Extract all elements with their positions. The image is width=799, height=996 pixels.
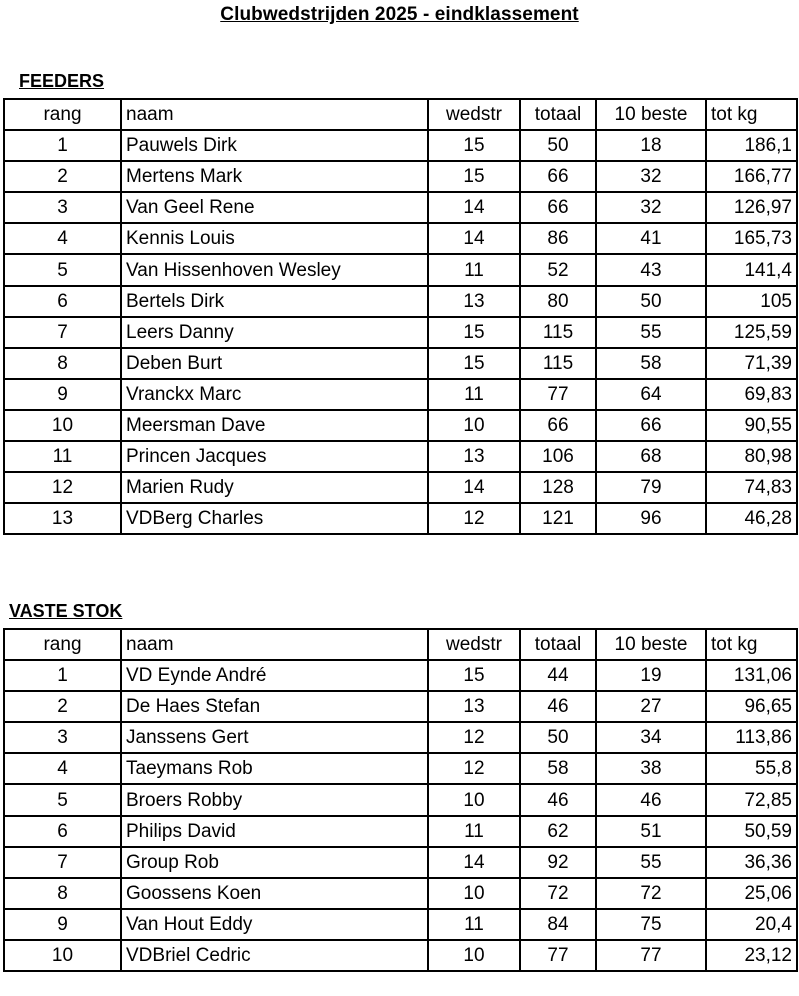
cell-wedstr: 14: [428, 472, 520, 503]
table-row: [4, 722, 797, 753]
cell-totaal: 72: [520, 878, 596, 909]
cell-totaal: 86: [520, 223, 596, 254]
cell-wedstr: 10: [428, 784, 520, 815]
cell-tot-kg: 113,86: [706, 722, 797, 753]
cell-rang: 10: [4, 940, 121, 971]
cell-wedstr: 12: [428, 753, 520, 784]
cell-10-beste: 55: [596, 847, 706, 878]
cell-rang: 10: [4, 410, 121, 441]
table-row: [4, 503, 797, 534]
cell-naam: Janssens Gert: [121, 722, 428, 753]
cell-wedstr: 11: [428, 909, 520, 940]
cell-tot-kg: 36,36: [706, 847, 797, 878]
cell-rang: 12: [4, 472, 121, 503]
cell-wedstr: 10: [428, 410, 520, 441]
cell-10-beste: 27: [596, 691, 706, 722]
cell-10-beste: 51: [596, 816, 706, 847]
cell-rang: 1: [4, 130, 121, 161]
cell-tot-kg: 90,55: [706, 410, 797, 441]
cell-10-beste: 50: [596, 286, 706, 317]
cell-rang: 4: [4, 223, 121, 254]
header-totaal: totaal: [520, 629, 596, 660]
cell-naam: Philips David: [121, 816, 428, 847]
cell-totaal: 121: [520, 503, 596, 534]
cell-totaal: 46: [520, 691, 596, 722]
cell-wedstr: 14: [428, 192, 520, 223]
cell-rang: 8: [4, 348, 121, 379]
cell-10-beste: 32: [596, 161, 706, 192]
cell-10-beste: 32: [596, 192, 706, 223]
cell-tot-kg: 80,98: [706, 441, 797, 472]
cell-naam: Van Hout Eddy: [121, 909, 428, 940]
table-header-row: [4, 629, 797, 660]
header-totaal: totaal: [520, 99, 596, 130]
cell-naam: Princen Jacques: [121, 441, 428, 472]
cell-10-beste: 75: [596, 909, 706, 940]
vaste-stok-table: [3, 628, 798, 972]
cell-naam: Goossens Koen: [121, 878, 428, 909]
cell-10-beste: 77: [596, 940, 706, 971]
table-row: [4, 878, 797, 909]
cell-totaal: 58: [520, 753, 596, 784]
table-row: [4, 784, 797, 815]
cell-totaal: 66: [520, 192, 596, 223]
cell-rang: 1: [4, 660, 121, 691]
cell-tot-kg: 23,12: [706, 940, 797, 971]
cell-totaal: 44: [520, 660, 596, 691]
cell-rang: 9: [4, 379, 121, 410]
cell-10-beste: 58: [596, 348, 706, 379]
cell-rang: 9: [4, 909, 121, 940]
table-row: [4, 348, 797, 379]
table-row: [4, 317, 797, 348]
cell-rang: 3: [4, 722, 121, 753]
cell-naam: Pauwels Dirk: [121, 130, 428, 161]
cell-totaal: 50: [520, 722, 596, 753]
header-tot-kg: tot kg: [706, 629, 797, 660]
cell-wedstr: 12: [428, 722, 520, 753]
table-row: [4, 286, 797, 317]
feeders-table: [3, 98, 798, 535]
cell-10-beste: 41: [596, 223, 706, 254]
cell-totaal: 66: [520, 410, 596, 441]
cell-naam: Group Rob: [121, 847, 428, 878]
cell-wedstr: 15: [428, 348, 520, 379]
table-row: [4, 254, 797, 285]
cell-wedstr: 10: [428, 940, 520, 971]
cell-tot-kg: 72,85: [706, 784, 797, 815]
cell-wedstr: 11: [428, 379, 520, 410]
header-tot-kg: tot kg: [706, 99, 797, 130]
cell-10-beste: 43: [596, 254, 706, 285]
cell-rang: 8: [4, 878, 121, 909]
cell-10-beste: 79: [596, 472, 706, 503]
cell-naam: Vranckx Marc: [121, 379, 428, 410]
cell-tot-kg: 69,83: [706, 379, 797, 410]
cell-tot-kg: 165,73: [706, 223, 797, 254]
cell-10-beste: 66: [596, 410, 706, 441]
section-title-feeders: FEEDERS: [19, 71, 105, 91]
cell-10-beste: 18: [596, 130, 706, 161]
cell-tot-kg: 125,59: [706, 317, 797, 348]
cell-tot-kg: 46,28: [706, 503, 797, 534]
cell-naam: Leers Danny: [121, 317, 428, 348]
cell-wedstr: 10: [428, 878, 520, 909]
cell-tot-kg: 141,4: [706, 254, 797, 285]
section-title-vaste-stok: VASTE STOK: [9, 601, 123, 621]
cell-totaal: 128: [520, 472, 596, 503]
cell-tot-kg: 74,83: [706, 472, 797, 503]
cell-wedstr: 14: [428, 847, 520, 878]
cell-10-beste: 72: [596, 878, 706, 909]
cell-tot-kg: 71,39: [706, 348, 797, 379]
table-row: [4, 130, 797, 161]
table-row: [4, 192, 797, 223]
cell-totaal: 77: [520, 379, 596, 410]
cell-10-beste: 19: [596, 660, 706, 691]
cell-tot-kg: 96,65: [706, 691, 797, 722]
cell-wedstr: 11: [428, 254, 520, 285]
cell-10-beste: 46: [596, 784, 706, 815]
cell-totaal: 106: [520, 441, 596, 472]
cell-wedstr: 14: [428, 223, 520, 254]
cell-naam: Van Hissenhoven Wesley: [121, 254, 428, 285]
page-title: Clubwedstrijden 2025 - eindklassement: [220, 4, 579, 25]
cell-tot-kg: 166,77: [706, 161, 797, 192]
cell-rang: 4: [4, 753, 121, 784]
cell-10-beste: 38: [596, 753, 706, 784]
cell-naam: Broers Robby: [121, 784, 428, 815]
cell-naam: Meersman Dave: [121, 410, 428, 441]
cell-rang: 6: [4, 816, 121, 847]
cell-10-beste: 64: [596, 379, 706, 410]
cell-wedstr: 12: [428, 503, 520, 534]
cell-tot-kg: 25,06: [706, 878, 797, 909]
cell-wedstr: 13: [428, 441, 520, 472]
table-row: [4, 753, 797, 784]
table-row: [4, 472, 797, 503]
cell-naam: VDBriel Cedric: [121, 940, 428, 971]
cell-tot-kg: 131,06: [706, 660, 797, 691]
cell-wedstr: 15: [428, 660, 520, 691]
table-row: [4, 847, 797, 878]
cell-totaal: 77: [520, 940, 596, 971]
cell-rang: 3: [4, 192, 121, 223]
header-10-beste: 10 beste: [596, 99, 706, 130]
cell-wedstr: 15: [428, 161, 520, 192]
cell-tot-kg: 105: [706, 286, 797, 317]
cell-rang: 6: [4, 286, 121, 317]
cell-naam: Bertels Dirk: [121, 286, 428, 317]
cell-totaal: 66: [520, 161, 596, 192]
cell-totaal: 84: [520, 909, 596, 940]
cell-wedstr: 13: [428, 286, 520, 317]
cell-naam: VDBerg Charles: [121, 503, 428, 534]
cell-rang: 2: [4, 691, 121, 722]
cell-rang: 7: [4, 847, 121, 878]
cell-10-beste: 34: [596, 722, 706, 753]
cell-tot-kg: 20,4: [706, 909, 797, 940]
table-row: [4, 410, 797, 441]
cell-rang: 7: [4, 317, 121, 348]
cell-wedstr: 11: [428, 816, 520, 847]
cell-naam: De Haes Stefan: [121, 691, 428, 722]
cell-10-beste: 55: [596, 317, 706, 348]
cell-rang: 2: [4, 161, 121, 192]
cell-totaal: 115: [520, 348, 596, 379]
header-wedstr: wedstr: [428, 629, 520, 660]
cell-totaal: 62: [520, 816, 596, 847]
header-rang: rang: [4, 629, 121, 660]
table-row: [4, 660, 797, 691]
cell-naam: Van Geel Rene: [121, 192, 428, 223]
cell-rang: 5: [4, 254, 121, 285]
table-row: [4, 940, 797, 971]
table-row: [4, 161, 797, 192]
cell-wedstr: 15: [428, 317, 520, 348]
table-row: [4, 379, 797, 410]
cell-totaal: 92: [520, 847, 596, 878]
header-naam: naam: [121, 99, 428, 130]
cell-naam: Taeymans Rob: [121, 753, 428, 784]
cell-tot-kg: 126,97: [706, 192, 797, 223]
cell-rang: 13: [4, 503, 121, 534]
cell-naam: Mertens Mark: [121, 161, 428, 192]
cell-totaal: 52: [520, 254, 596, 285]
cell-rang: 11: [4, 441, 121, 472]
cell-totaal: 46: [520, 784, 596, 815]
cell-tot-kg: 186,1: [706, 130, 797, 161]
cell-totaal: 80: [520, 286, 596, 317]
cell-rang: 5: [4, 784, 121, 815]
cell-naam: Deben Burt: [121, 348, 428, 379]
cell-10-beste: 96: [596, 503, 706, 534]
cell-naam: Kennis Louis: [121, 223, 428, 254]
header-naam: naam: [121, 629, 428, 660]
cell-wedstr: 13: [428, 691, 520, 722]
table-row: [4, 816, 797, 847]
cell-naam: Marien Rudy: [121, 472, 428, 503]
table-header-row: [4, 99, 797, 130]
cell-totaal: 50: [520, 130, 596, 161]
table-row: [4, 691, 797, 722]
table-row: [4, 909, 797, 940]
cell-10-beste: 68: [596, 441, 706, 472]
cell-tot-kg: 55,8: [706, 753, 797, 784]
header-10-beste: 10 beste: [596, 629, 706, 660]
header-wedstr: wedstr: [428, 99, 520, 130]
header-rang: rang: [4, 99, 121, 130]
cell-totaal: 115: [520, 317, 596, 348]
table-row: [4, 441, 797, 472]
cell-tot-kg: 50,59: [706, 816, 797, 847]
table-row: [4, 223, 797, 254]
cell-naam: VD Eynde André: [121, 660, 428, 691]
cell-wedstr: 15: [428, 130, 520, 161]
